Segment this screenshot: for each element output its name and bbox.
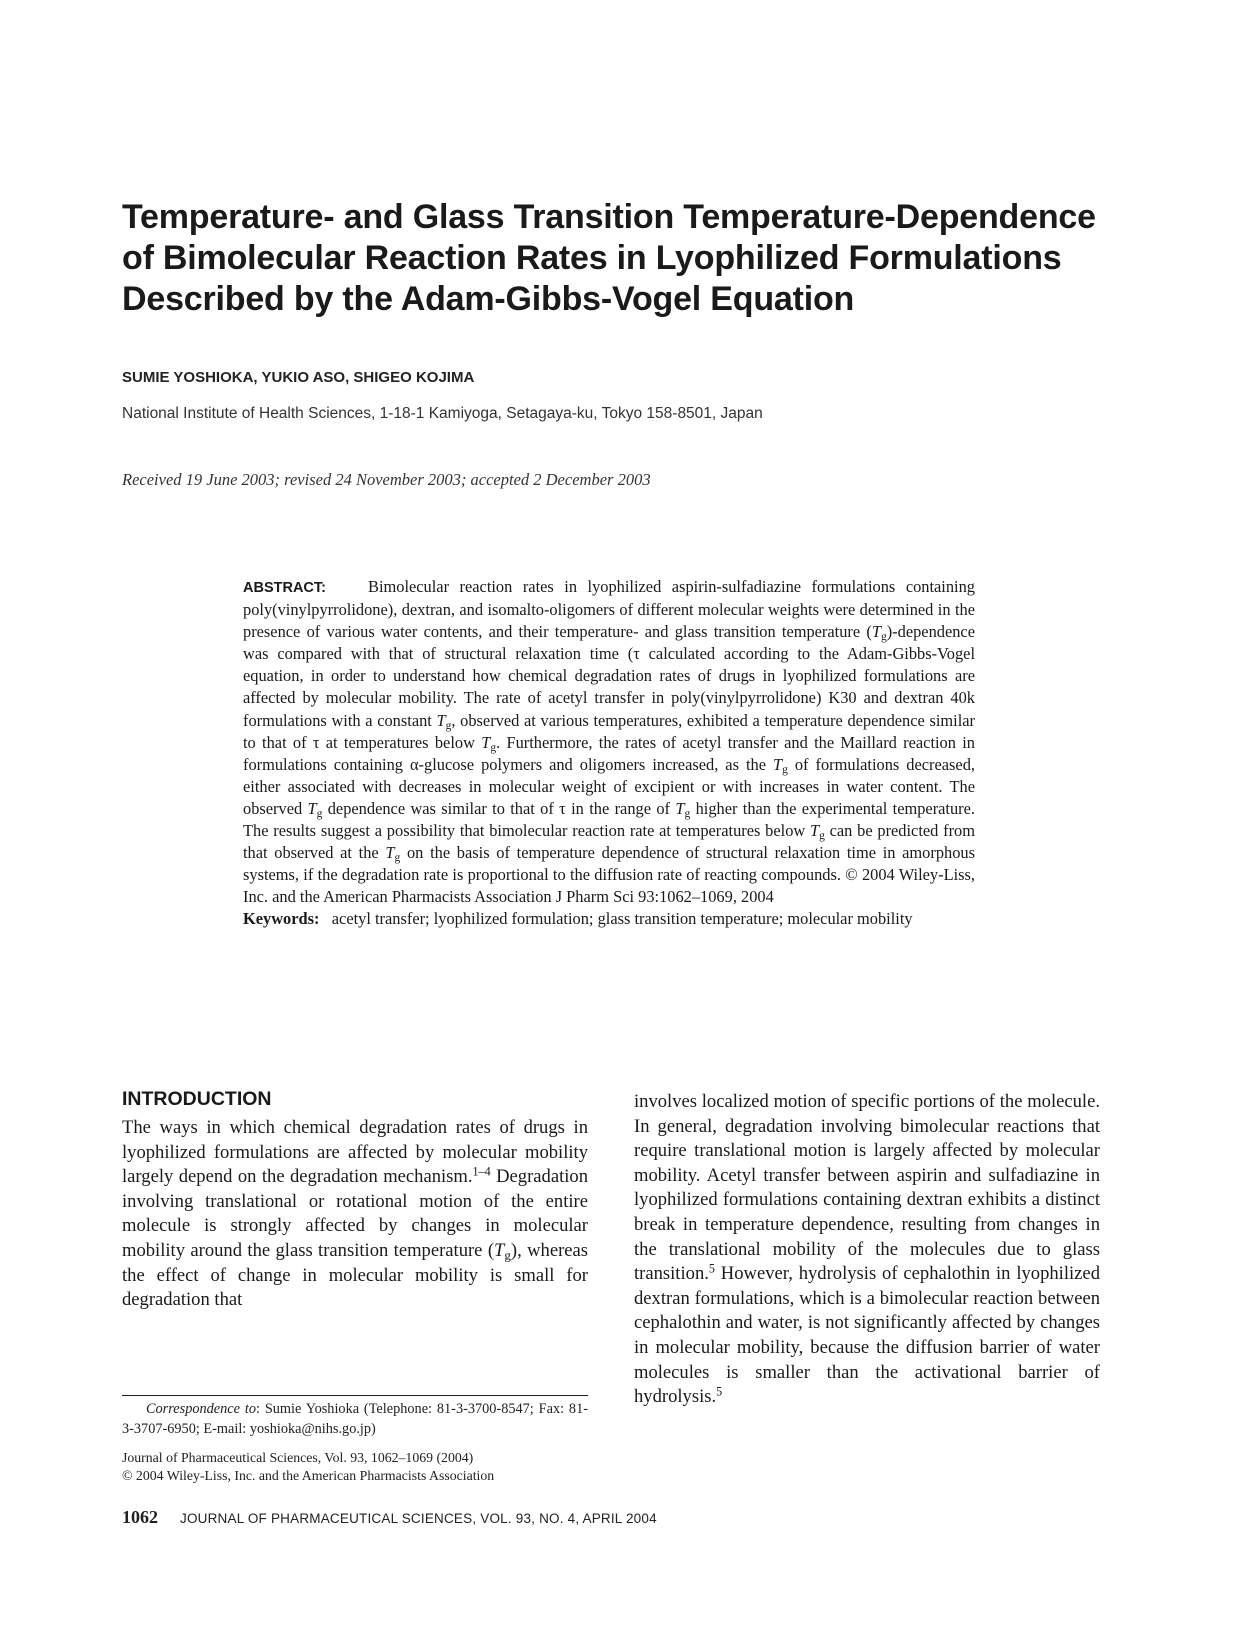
- citation[interactable]: 5: [716, 1384, 723, 1399]
- tg-symbol: T: [494, 1239, 505, 1261]
- author-list: SUMIE YOSHIOKA, YUKIO ASO, SHIGEO KOJIMA: [122, 369, 475, 386]
- tg-symbol: T: [436, 710, 446, 730]
- abstract-segment: of formulations decreased, either associated with decreases in molecular weight of excipient or with increases in water content. The observed: [243, 754, 975, 818]
- abstract: [243, 576, 975, 931]
- footnote-divider: [122, 1395, 588, 1396]
- abstract-segment: can be predicted from that observed at the: [243, 821, 975, 863]
- body-text: involves localized motion of specific portions of the molecule. In general, degradation involving bimolecular reactions that require translational motion is largely affected by molecular mobility. Acetyl transfer between aspirin and sulfadiazine in lyophilized formulations containing dextran exhibits a distinct break in temperature dependence, resulting from changes in the translational mobility of the molecules due to glass transition.: [634, 1091, 1100, 1285]
- correspondence-text: : Sumie Yoshioka (Telephone: 81-3-3700-8547; Fax: 81-3-3707-6950; E-mail: yoshioka@nihs.go.jp): [122, 1401, 588, 1437]
- abstract-segment: Bimolecular reaction rates in lyophilized aspirin-sulfadiazine formulations containing poly(vinylpyrrolidone), dextran, and isomalto-oligomers of different molecular weights were determined in the presence of various water contents, and their temperature- and glass transition temperature (: [243, 577, 976, 642]
- title-line: Temperature- and Glass Transition Temperature-Dependence: [122, 198, 1096, 236]
- journal-info: [122, 1449, 588, 1484]
- tg-subscript: g: [445, 719, 452, 732]
- citation[interactable]: 1–4: [472, 1164, 491, 1179]
- tg-subscript: g: [782, 763, 788, 776]
- tg-symbol: T: [307, 798, 317, 818]
- body-text: The ways in which chemical degradation rates of drugs in lyophilized formulations are affected by molecular mobility largely depend on the degradation mechanism.: [122, 1117, 588, 1188]
- tg-symbol: T: [385, 843, 395, 863]
- abstract-segment: dependence was similar to that of τ in the range of: [322, 798, 676, 818]
- keywords: [243, 908, 975, 930]
- section-heading-introduction: INTRODUCTION: [122, 1088, 272, 1110]
- received-dates: Received 19 June 2003; revised 24 November 2003; accepted 2 December 2003: [122, 470, 651, 489]
- body-column-left: [122, 1116, 588, 1313]
- tg-subscript: g: [504, 1247, 511, 1263]
- abstract-text: [243, 576, 975, 908]
- correspondence-label: Correspondence to: [146, 1401, 256, 1417]
- running-footer-journal: JOURNAL OF PHARMACEUTICAL SCIENCES, VOL. 93, NO. 4, APRIL 2004: [180, 1511, 657, 1526]
- tg-subscript: g: [316, 807, 323, 820]
- title-line: Described by the Adam-Gibbs-Vogel Equation: [122, 280, 855, 318]
- abstract-segment: , observed at various temperatures, exhibited a temperature dependence similar to that of τ at temperatures below: [243, 710, 975, 752]
- correspondence-footnote: [122, 1399, 588, 1439]
- title-line: of Bimolecular Reaction Rates in Lyophilized Formulations: [122, 239, 1062, 277]
- tg-subscript: g: [880, 631, 887, 644]
- tg-symbol: T: [871, 622, 881, 642]
- tg-symbol: T: [481, 732, 491, 752]
- abstract-label: ABSTRACT:: [243, 580, 326, 596]
- tg-subscript: g: [394, 851, 401, 864]
- abstract-segment: on the basis of temperature dependence of structural relaxation time in amorphous systems, if the degradation rate is proportional to the diffusion rate of reacting compounds. © 2004 Wiley-Liss, Inc. and the American Pharmacists Association J Pharm Sci 93:1062–1069, 2004: [243, 843, 975, 907]
- tg-symbol: T: [675, 798, 685, 818]
- affiliation: National Institute of Health Sciences, 1-18-1 Kamiyoga, Setagaya-ku, Tokyo 158-8501, Japan: [122, 405, 763, 422]
- tg-symbol: T: [773, 754, 783, 774]
- keywords-label: Keywords:: [243, 909, 320, 929]
- page-footer: [122, 1507, 657, 1528]
- tg-subscript: g: [490, 741, 497, 754]
- body-text: Degradation involving translational or rotational motion of the entire molecule is strongly affected by changes in molecular mobility around the glass transition temperature (: [122, 1166, 588, 1261]
- keywords-text: acetyl transfer; lyophilized formulation; glass transition temperature; molecular mobility: [331, 909, 913, 929]
- tg-symbol: T: [810, 821, 820, 841]
- copyright-notice: © 2004 Wiley-Liss, Inc. and the American Pharmacists Association: [122, 1467, 495, 1483]
- citation[interactable]: 5: [708, 1261, 715, 1276]
- body-column-right: [634, 1090, 1100, 1410]
- abstract-segment: )-dependence was compared with that of structural relaxation time (τ calculated according to the Adam-Gibbs-Vogel equation, in order to understand how chemical degradation rates of drugs in lyophilized formulations are affected by molecular mobility. The rate of acetyl transfer in poly(vinylpyrrolidone) K30 and dextran 40k formulations with a constant: [243, 622, 975, 730]
- tg-subscript: g: [684, 807, 691, 820]
- body-text: ), whereas the effect of change in molecular mobility is small for degradation that: [122, 1239, 589, 1311]
- article-title: [122, 197, 1122, 320]
- abstract-segment: . Furthermore, the rates of acetyl transfer and the Maillard reaction in formulations containing α-glucose polymers and oligomers increased, as the: [243, 732, 975, 774]
- tg-subscript: g: [819, 829, 825, 842]
- abstract-segment: higher than the experimental temperature. The results suggest a possibility that bimolecular reaction rate at temperatures below: [243, 798, 976, 841]
- journal-citation: Journal of Pharmaceutical Sciences, Vol. 93, 1062–1069 (2004): [122, 1450, 474, 1465]
- page-number: 1062: [122, 1507, 158, 1527]
- body-text: However, hydrolysis of cephalothin in lyophilized dextran formulations, which is a bimolecular reaction between cephalothin and water, is not significantly affected by changes in molecular mobility, because the diffusion barrier of water molecules is smaller than the activational barrier of hydrolysis.: [634, 1263, 1100, 1408]
